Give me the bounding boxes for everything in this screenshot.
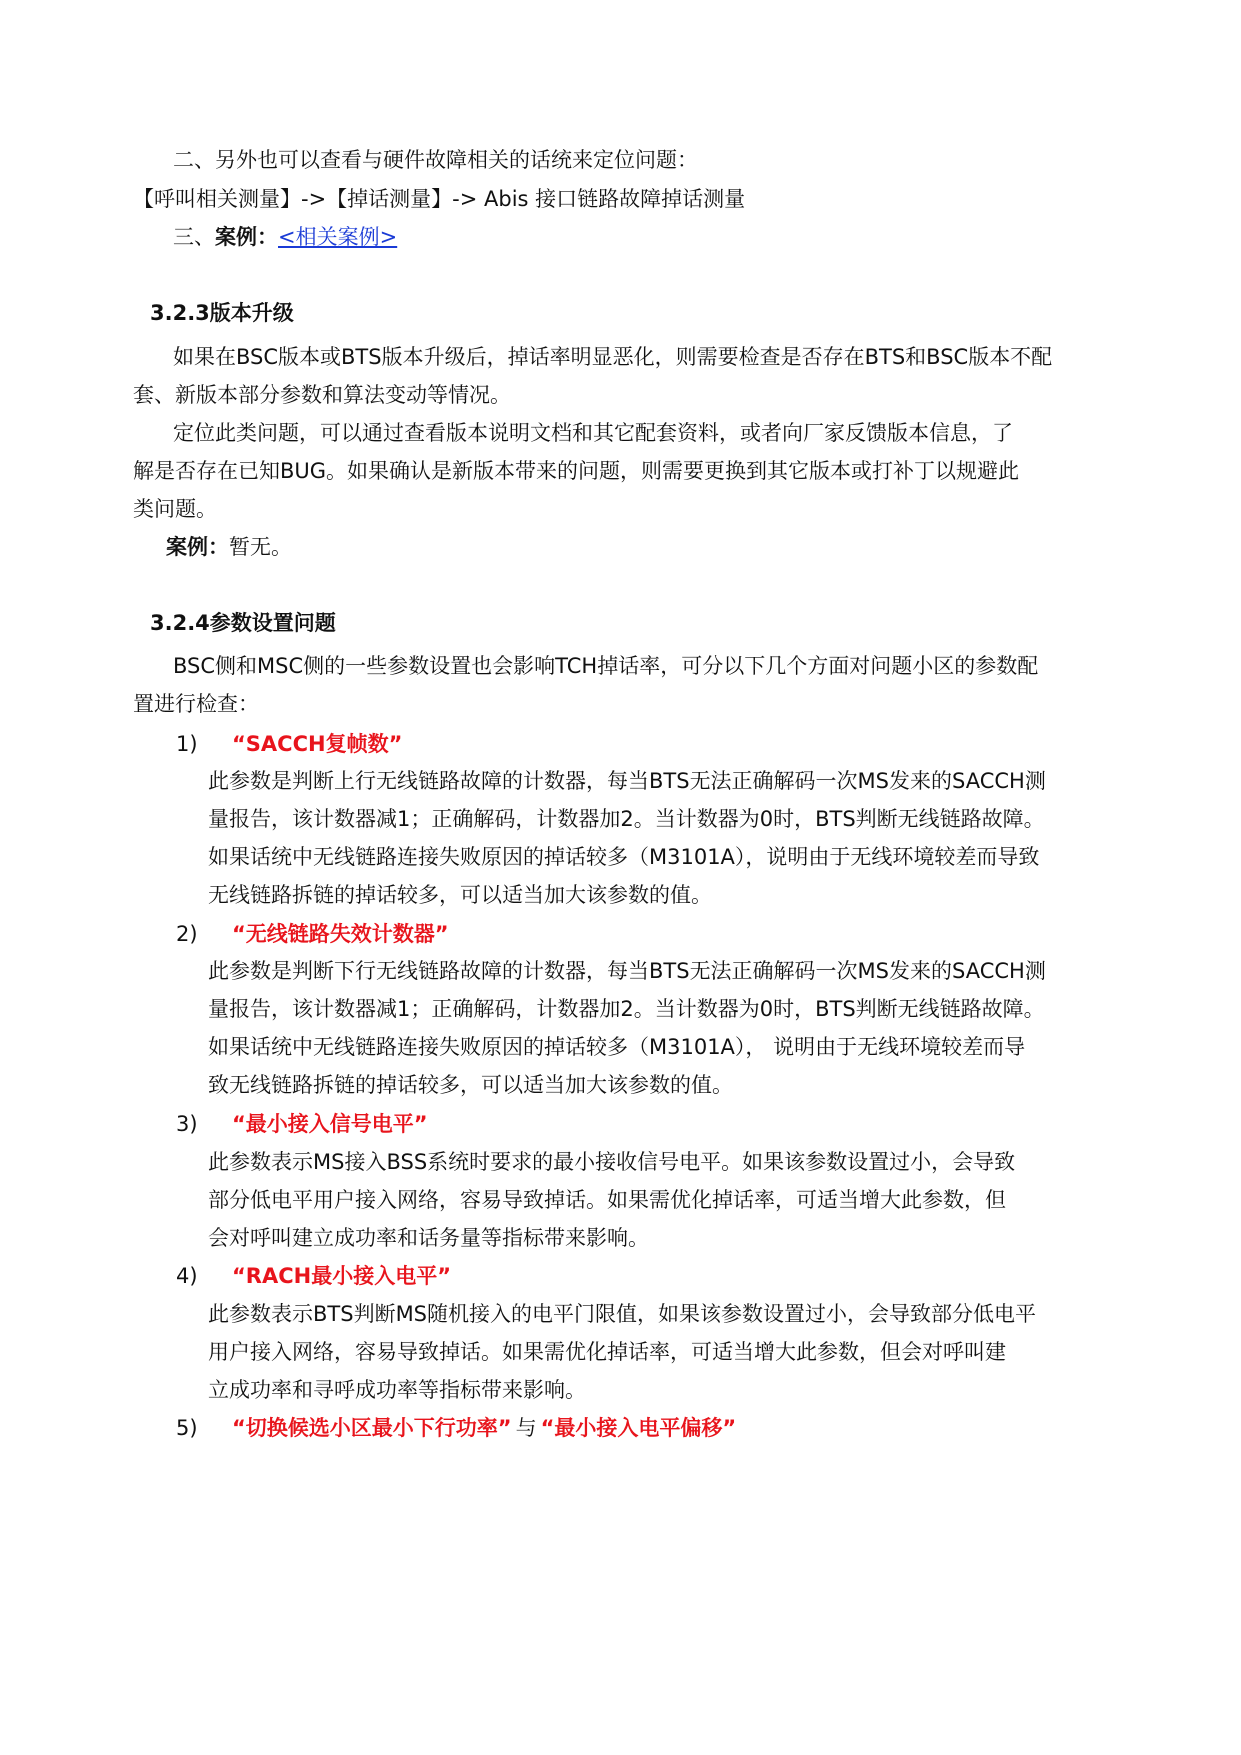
paragraph-line: 置进行检查： bbox=[133, 692, 259, 716]
list-item-line: 用户接入网络，容易导致掉话。如果需优化掉话率，可适当增大此参数，但会对呼叫建 bbox=[208, 1340, 1006, 1364]
section-heading-3-2-3: 3.2.3版本升级 bbox=[150, 301, 294, 325]
list-number: 3) bbox=[176, 1112, 198, 1136]
list-item-line: 无线链路拆链的掉话较多，可以适当加大该参数的值。 bbox=[208, 883, 712, 907]
paragraph-line: 如果在BSC版本或BTS版本升级后，掉话率明显恶化，则需要检查是否存在BTS和BSC版本不配 bbox=[173, 345, 1053, 369]
list-item-line: 如果话统中无线链路连接失败原因的掉话较多（M3101A），说明由于无线环境较差而导致 bbox=[208, 845, 1040, 869]
case-line bbox=[173, 222, 397, 252]
case-line bbox=[166, 532, 292, 562]
case-text: 暂无。 bbox=[229, 535, 292, 559]
list-item-line: 量报告，该计数器减1；正确解码，计数器加2。当计数器为0时，BTS判断无线链路故障。 bbox=[208, 997, 1045, 1021]
list-item-line: 如果话统中无线链路连接失败原因的掉话较多（M3101A）， 说明由于无线环境较差而导 bbox=[208, 1035, 1026, 1059]
param-name: “无线链路失效计数器” bbox=[232, 922, 449, 946]
list-item-line: 此参数是判断下行无线链路故障的计数器，每当BTS无法正确解码一次MS发来的SACCH测 bbox=[208, 959, 1046, 983]
list-number: 5) bbox=[176, 1416, 198, 1440]
list-number: 2) bbox=[176, 922, 198, 946]
list-item-line: 量报告，该计数器减1；正确解码，计数器加2。当计数器为0时，BTS判断无线链路故障。 bbox=[208, 807, 1045, 831]
case-label: 案例： bbox=[215, 225, 278, 249]
paragraph-line: 【呼叫相关测量】->【掉话测量】-> Abis 接口链路故障掉话测量 bbox=[133, 187, 746, 211]
paragraph-line: 类问题。 bbox=[133, 497, 217, 521]
connector-text: 与 bbox=[515, 1416, 537, 1440]
case-label: 案例： bbox=[166, 535, 229, 559]
paragraph-line: 二、另外也可以查看与硬件故障相关的话统来定位问题： bbox=[173, 148, 698, 172]
param-name: “切换候选小区最小下行功率” bbox=[232, 1416, 512, 1440]
paragraph-line: 套、新版本部分参数和算法变动等情况。 bbox=[133, 383, 511, 407]
list-item-title bbox=[176, 919, 449, 949]
list-item-line: 会对呼叫建立成功率和话务量等指标带来影响。 bbox=[208, 1226, 649, 1250]
paragraph-line: BSC侧和MSC侧的一些参数设置也会影响TCH掉话率，可分以下几个方面对问题小区的参数配 bbox=[173, 654, 1039, 678]
list-item-line: 此参数表示MS接入BSS系统时要求的最小接收信号电平。如果该参数设置过小，会导致 bbox=[208, 1150, 1016, 1174]
list-item-line: 部分低电平用户接入网络，容易导致掉话。如果需优化掉话率，可适当增大此参数，但 bbox=[208, 1188, 1006, 1212]
param-name: “最小接入电平偏移” bbox=[540, 1416, 737, 1440]
list-item-title bbox=[176, 1413, 736, 1443]
list-item-title bbox=[176, 1109, 428, 1139]
list-item-line: 此参数表示BTS判断MS随机接入的电平门限值，如果该参数设置过小，会导致部分低电平 bbox=[208, 1302, 1037, 1326]
list-item-line: 此参数是判断上行无线链路故障的计数器，每当BTS无法正确解码一次MS发来的SACCH测 bbox=[208, 769, 1046, 793]
section-heading-3-2-4: 3.2.4参数设置问题 bbox=[150, 611, 336, 635]
list-number: 1) bbox=[176, 732, 198, 756]
param-name: “SACCH复帧数” bbox=[232, 732, 403, 756]
param-name: “RACH最小接入电平” bbox=[232, 1264, 452, 1288]
list-item-line: 立成功率和寻呼成功率等指标带来影响。 bbox=[208, 1378, 586, 1402]
related-case-link[interactable]: <相关案例> bbox=[278, 225, 398, 249]
list-item-line: 致无线链路拆链的掉话较多，可以适当加大该参数的值。 bbox=[208, 1073, 733, 1097]
case-prefix: 三、 bbox=[173, 225, 215, 249]
list-number: 4) bbox=[176, 1264, 198, 1288]
param-name: “最小接入信号电平” bbox=[232, 1112, 428, 1136]
paragraph-line: 解是否存在已知BUG。如果确认是新版本带来的问题，则需要更换到其它版本或打补丁以规避此 bbox=[133, 459, 1020, 483]
list-item-title bbox=[176, 729, 402, 759]
list-item-title bbox=[176, 1261, 451, 1291]
paragraph-line: 定位此类问题，可以通过查看版本说明文档和其它配套资料，或者向厂家反馈版本信息，了 bbox=[173, 421, 1013, 445]
